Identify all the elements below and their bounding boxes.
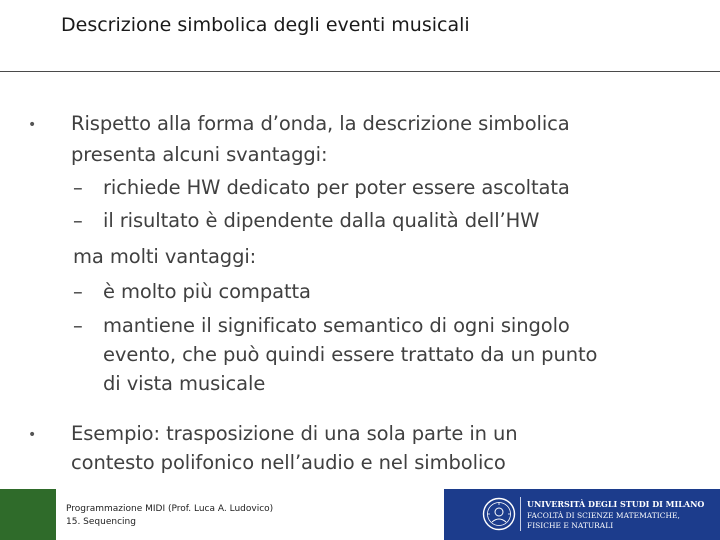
dash-marker: – — [73, 314, 83, 337]
title-divider — [0, 71, 720, 72]
svantaggio-2: il risultato è dipendente dalla qualità dell’HW — [103, 209, 540, 232]
bullet-1-line-2: presenta alcuni svantaggi: — [71, 143, 328, 166]
bullet-marker: • — [28, 117, 37, 133]
faculty-name-line-2: FISICHE E NATURALI — [527, 521, 614, 530]
dash-marker: – — [73, 209, 83, 232]
bullet-marker: • — [28, 427, 37, 443]
university-name: UNIVERSITÀ DEGLI STUDI DI MILANO — [527, 499, 705, 509]
dash-marker: – — [73, 176, 83, 199]
vantaggio-2-line-3: di vista musicale — [103, 372, 266, 395]
slide-title: Descrizione simbolica degli eventi musicali — [61, 14, 470, 36]
course-name: Programmazione MIDI (Prof. Luca A. Ludovico) — [66, 504, 274, 514]
footer-green-band — [0, 489, 56, 540]
bullet-2-line-2: contesto polifonico nell’audio e nel simbolico — [71, 451, 506, 474]
vantaggio-1: è molto più compatta — [103, 280, 311, 303]
faculty-name-line-1: FACOLTÀ DI SCIENZE MATEMATICHE, — [527, 511, 680, 520]
logo-divider — [520, 497, 521, 531]
bullet-2-line-1: Esempio: trasposizione di una sola parte in un — [71, 422, 518, 445]
lesson-name: 15. Sequencing — [66, 517, 136, 527]
bullet-1-line-1: Rispetto alla forma d’onda, la descrizione simbolica — [71, 112, 570, 135]
connector-text: ma molti vantaggi: — [73, 245, 257, 268]
vantaggio-2-line-2: evento, che può quindi essere trattato da un punto — [103, 343, 598, 366]
vantaggio-2-line-1: mantiene il significato semantico di ogni singolo — [103, 314, 570, 337]
dash-marker: – — [73, 280, 83, 303]
svantaggio-1: richiede HW dedicato per poter essere ascoltata — [103, 176, 570, 199]
university-seal-icon — [482, 497, 516, 531]
